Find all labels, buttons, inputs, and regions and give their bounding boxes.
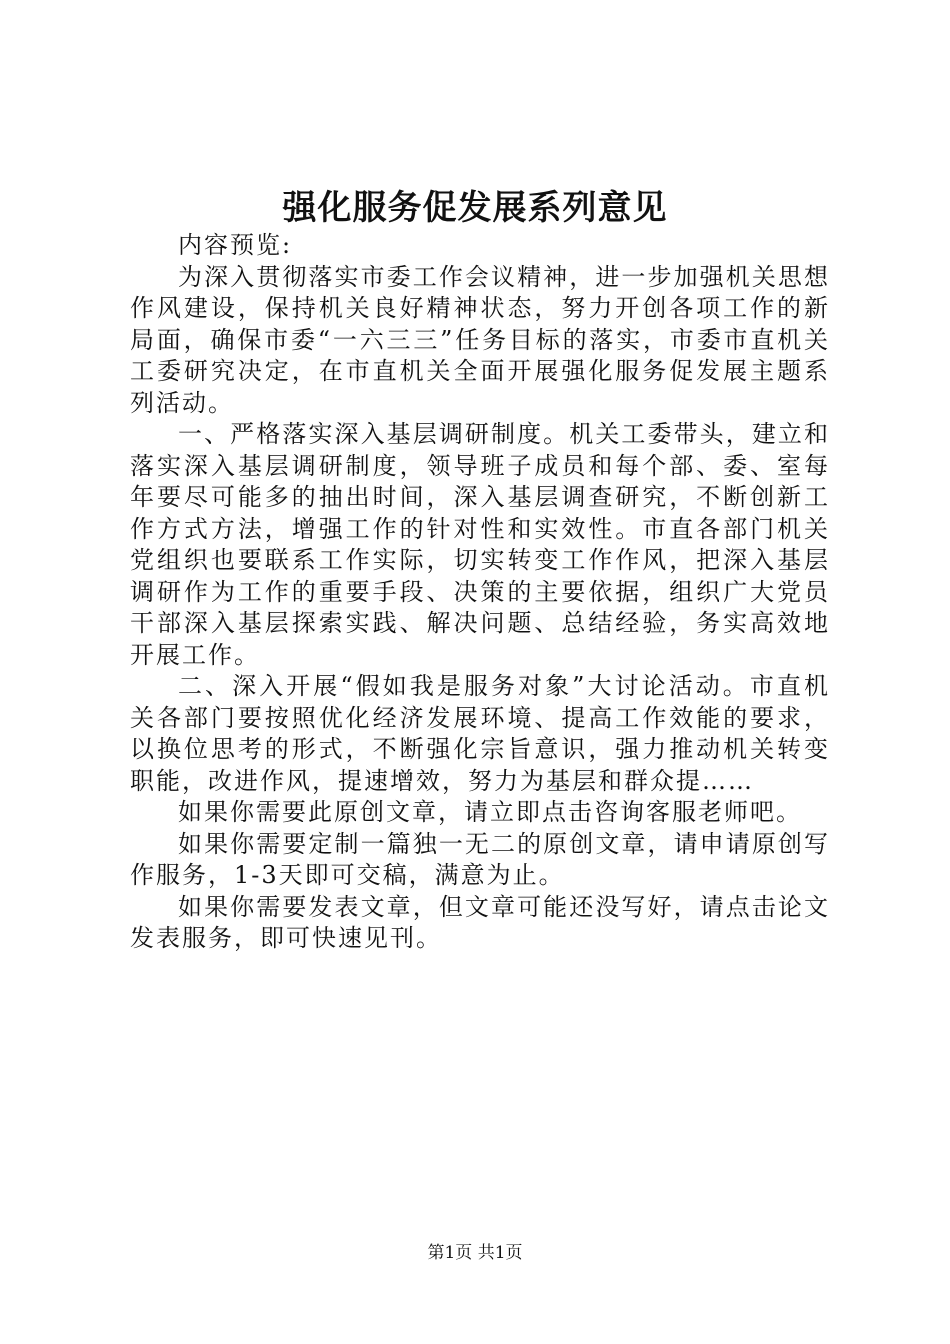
page-number-footer: 第1页 共1页 xyxy=(427,1243,523,1263)
section-one-paragraph: 一、严格落实深入基层调研制度。机关工委带头，建立和落实深入基层调研制度，领导班子成员和每个部、委、室每年要尽可能多的抽出时间，深入基层调查研究，不断创新工作方式方法，增强工作的针对性和实效性。市直各部门机关党组织也要联系工作实际，切实转变工作作风，把深入基层调研作为工作的重要手段、决策的主要依据，组织广大党员干部深入基层探索实践、解决问题、总结经验，务实高效地开展工作。 xyxy=(130,420,830,669)
document-title: 强化服务促发展系列意见 xyxy=(282,188,668,228)
custom-writing-paragraph: 如果你需要定制一篇独一无二的原创文章，请申请原创写作服务，1-3天即可交稿，满意为止。 xyxy=(130,829,830,889)
publication-service-paragraph: 如果你需要发表文章，但文章可能还没写好，请点击论文发表服务，即可快速见刊。 xyxy=(130,892,830,952)
intro-paragraph: 为深入贯彻落实市委工作会议精神，进一步加强机关思想作风建设，保持机关良好精神状态，努力开创各项工作的新局面，确保市委“一六三三”任务目标的落实，市委市直机关工委研究决定，在市直机关全面开展强化服务促发展主题系列活动。 xyxy=(130,262,830,417)
document-body xyxy=(130,230,830,955)
section-two-paragraph: 二、深入开展“假如我是服务对象”大讨论活动。市直机关各部门要按照优化经济发展环境、提高工作效能的要求，以换位思考的形式，不断强化宗旨意识，强力推动机关转变职能，改进作风，提速增效，努力为基层和群众提…… xyxy=(130,672,830,795)
consult-service-paragraph: 如果你需要此原创文章，请立即点击咨询客服老师吧。 xyxy=(178,798,802,826)
preview-label: 内容预览: xyxy=(178,231,293,259)
